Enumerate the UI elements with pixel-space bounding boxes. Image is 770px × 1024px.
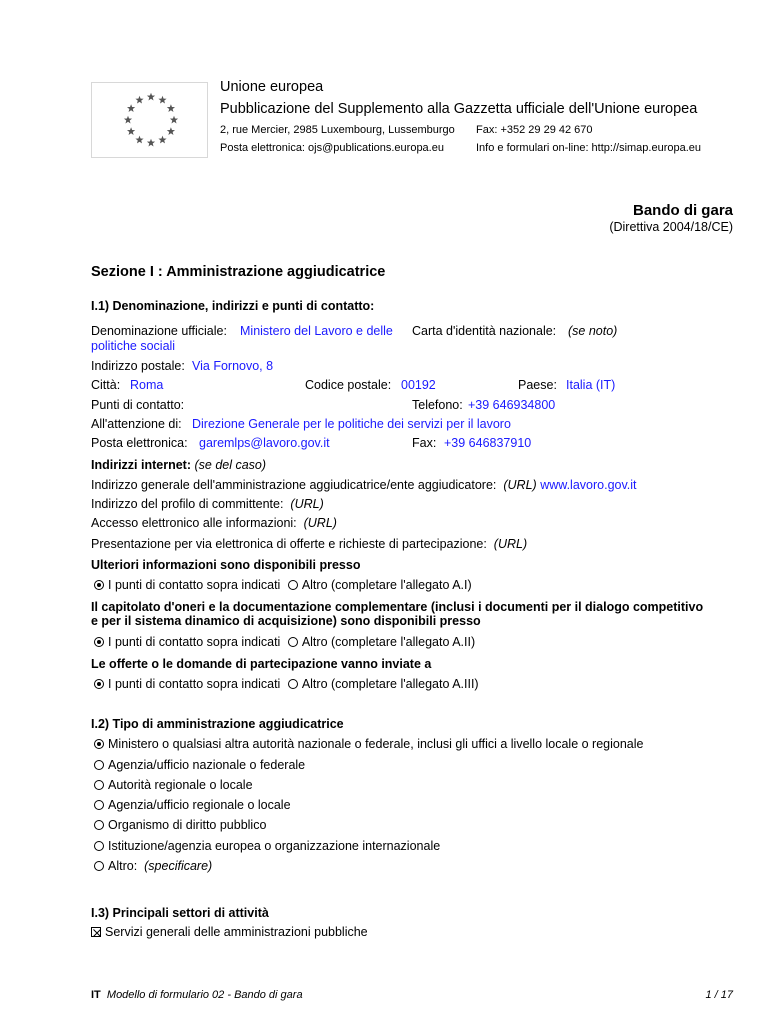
document-directive: (Direttiva 2004/18/CE)	[609, 220, 733, 234]
country-value: Italia (IT)	[566, 378, 616, 392]
specs-radio-contacts[interactable]	[94, 637, 104, 647]
header-publication: Pubblicazione del Supplemento alla Gazzetta ufficiale dell'Unione europea	[220, 101, 698, 117]
i2-option-row	[94, 778, 253, 792]
i2-option-label: Agenzia/ufficio nazionale o federale	[108, 758, 306, 772]
electronic-access-label: Accesso elettronico alle informazioni:	[91, 516, 297, 530]
general-address-url-tag: (URL)	[503, 478, 537, 492]
i2-radio[interactable]	[94, 861, 104, 871]
specs-radio-other[interactable]	[288, 637, 298, 647]
specs-options	[94, 635, 475, 649]
i3-option-label: Servizi generali delle amministrazioni pubbliche	[105, 925, 368, 939]
eu-star-icon	[127, 127, 135, 135]
id-card-value: (se noto)	[568, 324, 618, 338]
city-value: Roma	[130, 378, 164, 392]
i2-option-label: Ministero o qualsiasi altra autorità nazionale o federale, inclusi gli uffici a livello locale o regionale	[108, 737, 644, 751]
i2-option-row	[94, 798, 291, 812]
header-address: 2, rue Mercier, 2985 Luxembourg, Lussemburgo	[220, 124, 455, 136]
i2-radio[interactable]	[94, 760, 104, 770]
i2-option-label: Autorità regionale o locale	[108, 778, 253, 792]
postcode-label: Codice postale:	[305, 378, 392, 392]
i2-heading: I.2) Tipo di amministrazione aggiudicatrice	[91, 717, 344, 731]
eu-star-icon	[167, 104, 175, 112]
further-info-options	[94, 578, 472, 592]
further-info-heading: Ulteriori informazioni sono disponibili presso	[91, 558, 361, 572]
eu-star-icon	[147, 139, 155, 147]
attention-value: Direzione Generale per le politiche dei servizi per il lavoro	[192, 417, 511, 431]
contact-points-label: Punti di contatto:	[91, 398, 185, 412]
checkbox-x-icon	[92, 928, 102, 938]
eu-star-icon	[135, 136, 143, 144]
i2-option-label: Istituzione/agenzia europea o organizzazione internazionale	[108, 839, 441, 853]
electronic-access-url-tag: (URL)	[303, 516, 337, 530]
tenders-radio-other[interactable]	[288, 679, 298, 689]
buyer-profile-row	[91, 497, 324, 511]
general-address-link[interactable]: www.lavoro.gov.it	[540, 478, 637, 492]
tenders-options	[94, 677, 479, 691]
i2-radio[interactable]	[94, 739, 104, 749]
i2-option-label: Agenzia/ufficio regionale o locale	[108, 798, 291, 812]
eu-flag-logo	[91, 82, 208, 158]
section-title: Sezione I : Amministrazione aggiudicatrice	[91, 264, 386, 280]
fax-label: Fax:	[412, 436, 437, 450]
eu-stars-icon	[92, 83, 209, 159]
tenders-heading: Le offerte o le domande di partecipazione vanno inviate a	[91, 657, 432, 671]
i2-option-row	[94, 859, 212, 873]
i2-option-label: Altro:	[108, 859, 138, 873]
electronic-access-row	[91, 516, 337, 530]
i2-option-row	[94, 737, 644, 751]
general-address-label: Indirizzo generale dell'amministrazione aggiudicatrice/ente aggiudicatore:	[91, 478, 497, 492]
header-fax: Fax: +352 29 29 42 670	[476, 124, 593, 136]
email-value[interactable]: garemlps@lavoro.gov.it	[199, 436, 330, 450]
specs-heading-line2: e per il sistema dinamico di acquisizione) sono disponibili presso	[91, 614, 481, 628]
buyer-profile-url-tag: (URL)	[290, 497, 324, 511]
eu-star-icon	[124, 116, 132, 124]
footer-form: Modello di formulario 02 - Bando di gara	[106, 989, 303, 1001]
electronic-submission-label: Presentazione per via elettronica di offerte e richieste di partecipazione:	[91, 537, 487, 551]
tenders-opt1: I punti di contatto sopra indicati	[108, 677, 281, 691]
i1-heading: I.1) Denominazione, indirizzi e punti di contatto:	[91, 299, 375, 313]
postal-address-value: Via Fornovo, 8	[192, 359, 274, 373]
postcode-value: 00192	[401, 378, 436, 392]
specs-opt1: I punti di contatto sopra indicati	[108, 635, 281, 649]
official-name-label: Denominazione ufficiale:	[91, 324, 227, 338]
footer-left	[91, 989, 303, 1001]
phone-value: +39 646934800	[468, 398, 556, 412]
city-label: Città:	[91, 378, 121, 392]
further-info-radio-contacts[interactable]	[94, 580, 104, 590]
internet-label: Indirizzi internet:	[91, 458, 191, 472]
further-info-opt2: Altro (completare l'allegato A.I)	[301, 578, 472, 592]
i3-checkbox[interactable]	[91, 927, 101, 937]
eu-star-icon	[158, 136, 166, 144]
i2-radio[interactable]	[94, 820, 104, 830]
i3-option-row	[91, 925, 368, 939]
specs-opt2: Altro (completare l'allegato A.II)	[301, 635, 476, 649]
i2-option-row	[94, 818, 266, 832]
eu-star-icon	[127, 104, 135, 112]
further-info-radio-other[interactable]	[288, 580, 298, 590]
eu-star-icon	[135, 96, 143, 104]
footer-page: 1 / 17	[705, 989, 733, 1001]
eu-star-icon	[147, 93, 155, 101]
i2-option-label: Organismo di diritto pubblico	[108, 818, 267, 832]
eu-star-icon	[158, 96, 166, 104]
country-label: Paese:	[518, 378, 557, 392]
header-org: Unione europea	[220, 79, 324, 95]
official-name-value: Ministero del Lavoro e delle	[240, 324, 393, 338]
i2-radio[interactable]	[94, 841, 104, 851]
i2-option-row	[94, 758, 305, 772]
specs-heading-line1: Il capitolato d'oneri e la documentazione complementare (inclusi i documenti per il dialogo competitivo	[91, 600, 704, 614]
tenders-radio-contacts[interactable]	[94, 679, 104, 689]
i2-radio[interactable]	[94, 780, 104, 790]
internet-note: (se del caso)	[194, 458, 267, 472]
further-info-opt1: I punti di contatto sopra indicati	[108, 578, 281, 592]
postal-address-label: Indirizzo postale:	[91, 359, 185, 373]
i3-heading: I.3) Principali settori di attività	[91, 906, 269, 920]
eu-star-icon	[167, 127, 175, 135]
fax-value: +39 646837910	[444, 436, 532, 450]
email-label: Posta elettronica:	[91, 436, 188, 450]
footer-lang: IT	[91, 989, 101, 1001]
header-email: Posta elettronica: ojs@publications.europa.eu	[220, 142, 444, 154]
official-name-value-cont: politiche sociali	[91, 339, 176, 353]
internet-heading	[91, 458, 266, 472]
buyer-profile-label: Indirizzo del profilo di committente:	[91, 497, 284, 511]
id-card-label: Carta d'identità nazionale:	[412, 324, 557, 338]
i2-radio[interactable]	[94, 800, 104, 810]
eu-star-icon	[170, 116, 178, 124]
attention-label: All'attenzione di:	[91, 417, 182, 431]
document-title: Bando di gara	[632, 202, 733, 219]
i2-other-note: (specificare)	[144, 859, 213, 873]
phone-label: Telefono:	[412, 398, 463, 412]
electronic-submission-url-tag: (URL)	[493, 537, 528, 551]
header-online: Info e formulari on-line: http://simap.europa.eu	[476, 142, 702, 154]
tenders-opt2: Altro (completare l'allegato A.III)	[301, 677, 479, 691]
electronic-submission-row	[91, 537, 527, 551]
i2-option-row	[94, 839, 440, 853]
general-address-row	[91, 478, 637, 492]
